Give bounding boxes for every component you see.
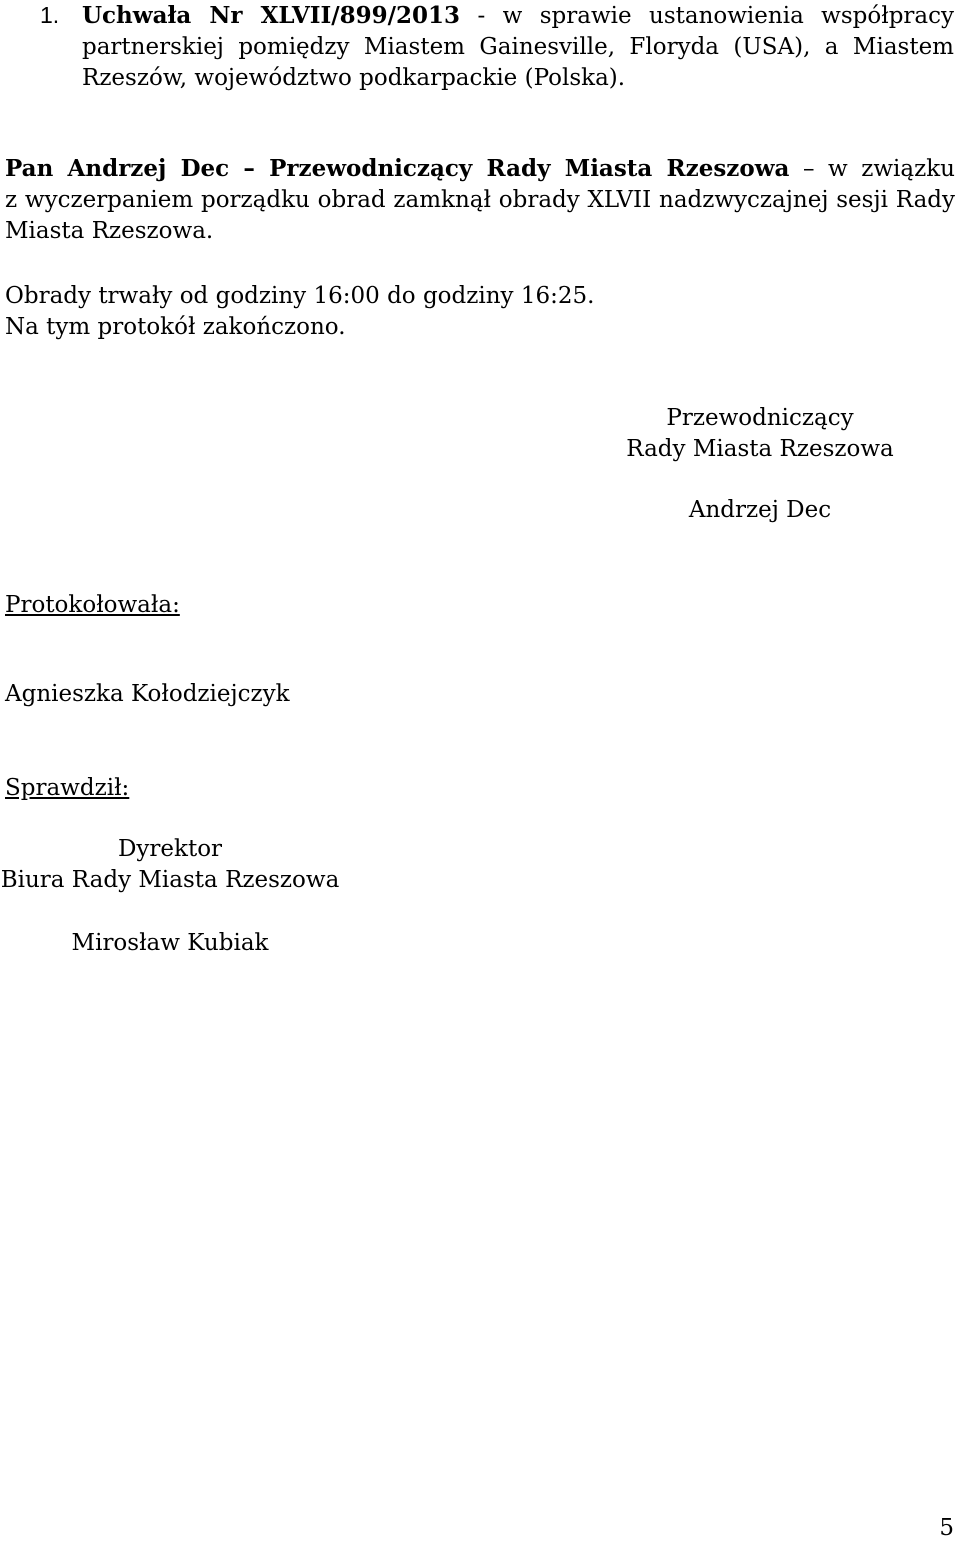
recorder-name: Agnieszka Kołodziejczyk bbox=[5, 681, 290, 707]
checker-label: Sprawdził: bbox=[5, 775, 130, 801]
resolution-title: Uchwała Nr XLVII/899/2013 bbox=[82, 2, 461, 29]
resolution-line-3: Rzeszów, województwo podkarpackie (Polska). bbox=[82, 65, 626, 91]
recorder-label-wrap bbox=[5, 590, 955, 621]
end-note: Na tym protokół zakończono. bbox=[5, 314, 346, 340]
resolution-line-2: partnerskiej pomiędzy Miastem Gainesville, Floryda (USA), a Miastem bbox=[82, 34, 954, 60]
checker-title: Dyrektor bbox=[117, 836, 223, 862]
list-number: 1. bbox=[40, 2, 60, 28]
closing-line-1 bbox=[5, 153, 955, 185]
closing-chairman: Pan Andrzej Dec – Przewodniczący Rady Miasta Rzeszowa bbox=[5, 155, 790, 182]
closing-paragraph bbox=[5, 153, 955, 247]
checker-label-wrap bbox=[5, 773, 955, 804]
closing-text-start: – w związku bbox=[789, 156, 955, 182]
resolution-text bbox=[82, 0, 954, 94]
checker-name: Mirosław Kubiak bbox=[71, 930, 269, 956]
recorder-label: Protokołowała: bbox=[5, 592, 180, 618]
closing-line-2: z wyczerpaniem porządku obrad zamknął obrady XLVII nadzwyczajnej sesji Rady bbox=[5, 187, 955, 213]
resolution-line-1 bbox=[82, 0, 954, 32]
closing-line-3: Miasta Rzeszowa. bbox=[5, 218, 214, 244]
chairman-title: Przewodniczący bbox=[666, 405, 854, 431]
chairman-body: Rady Miasta Rzeszowa bbox=[626, 436, 894, 462]
page-number: 5 bbox=[939, 1515, 954, 1541]
resolution-subject-start: - w sprawie ustanowienia współpracy bbox=[460, 3, 955, 29]
duration-text: Obrady trwały od godziny 16:00 do godziny 16:25. bbox=[5, 283, 595, 309]
chairman-name: Andrzej Dec bbox=[688, 497, 832, 523]
checker-office: Biura Rady Miasta Rzeszowa bbox=[0, 867, 340, 893]
